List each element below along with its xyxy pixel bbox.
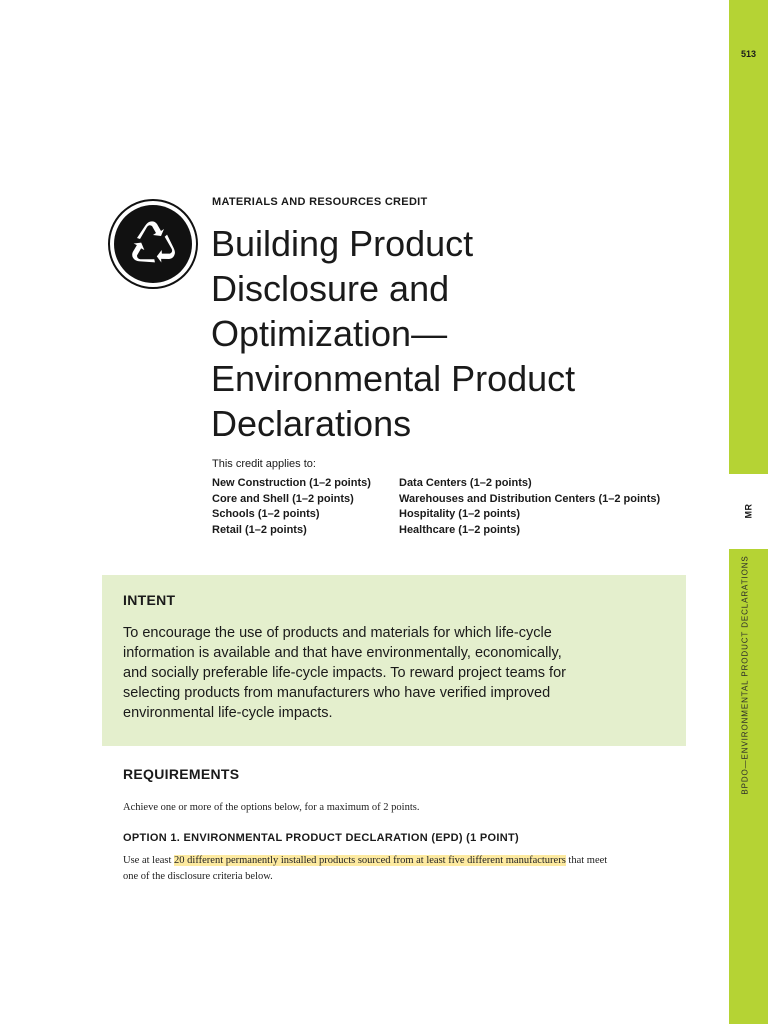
- side-tab-bar-top: [729, 0, 768, 474]
- credit-title-line: Disclosure and: [211, 268, 450, 309]
- section-tab-label: MR: [743, 503, 753, 519]
- intent-box: [102, 575, 686, 746]
- rating-system-item: Core and Shell (1–2 points): [212, 492, 354, 505]
- highlighted-text: 20 different permanently installed products sourced from at least five different manufacturers: [174, 855, 566, 866]
- rating-system-item: Data Centers (1–2 points): [399, 477, 532, 489]
- rating-system-item: New Construction (1–2 points): [212, 477, 371, 489]
- applies-label: This credit applies to:: [212, 458, 316, 470]
- credit-title-line: Environmental Product: [211, 358, 576, 399]
- section-tab: [738, 500, 758, 522]
- intent-line: selecting products from manufacturers who have verified improved: [123, 685, 551, 701]
- page-number: 513: [740, 49, 757, 59]
- credit-title-line: Optimization—: [211, 313, 448, 354]
- running-header-text: BPDO—ENVIRONMENTAL PRODUCT DECLARATIONS: [740, 555, 750, 795]
- credit-title-line: Building Product: [211, 223, 474, 264]
- recycle-icon: [108, 199, 198, 289]
- rating-system-item: Warehouses and Distribution Centers (1–2 points): [399, 492, 661, 505]
- intent-text: [123, 623, 663, 723]
- applies-list-right: [399, 476, 660, 539]
- rating-system-item: Hospitality (1–2 points): [399, 508, 521, 521]
- requirements-heading: REQUIREMENTS: [123, 766, 240, 782]
- option1-text: [123, 853, 683, 885]
- credit-category: MATERIALS AND RESOURCES CREDIT: [212, 196, 428, 208]
- credit-title-line: Declarations: [211, 403, 412, 444]
- intent-heading: INTENT: [123, 592, 176, 608]
- intent-line: information is available and that have environmentally, economically,: [123, 645, 562, 661]
- rating-system-item: Schools (1–2 points): [212, 508, 320, 521]
- intent-line: and socially preferable life-cycle impacts. To reward project teams for: [123, 665, 566, 681]
- intent-line: environmental life-cycle impacts.: [123, 705, 333, 721]
- applies-list-left: [212, 476, 371, 539]
- requirements-intro: Achieve one or more of the options below, for a maximum of 2 points.: [123, 802, 420, 813]
- option1-text-before: Use at least: [123, 855, 175, 866]
- rating-system-item: Retail (1–2 points): [212, 524, 307, 537]
- option1-text-after: that meet: [565, 855, 608, 866]
- rating-system-item: Healthcare (1–2 points): [399, 524, 521, 537]
- option1-line: [123, 853, 683, 869]
- option1-heading: OPTION 1. ENVIRONMENTAL PRODUCT DECLARATION (EPD) (1 POINT): [123, 832, 519, 844]
- intent-line: To encourage the use of products and materials for which life-cycle: [123, 625, 552, 641]
- credit-title: [211, 221, 711, 446]
- option1-line: one of the disclosure criteria below.: [123, 871, 273, 882]
